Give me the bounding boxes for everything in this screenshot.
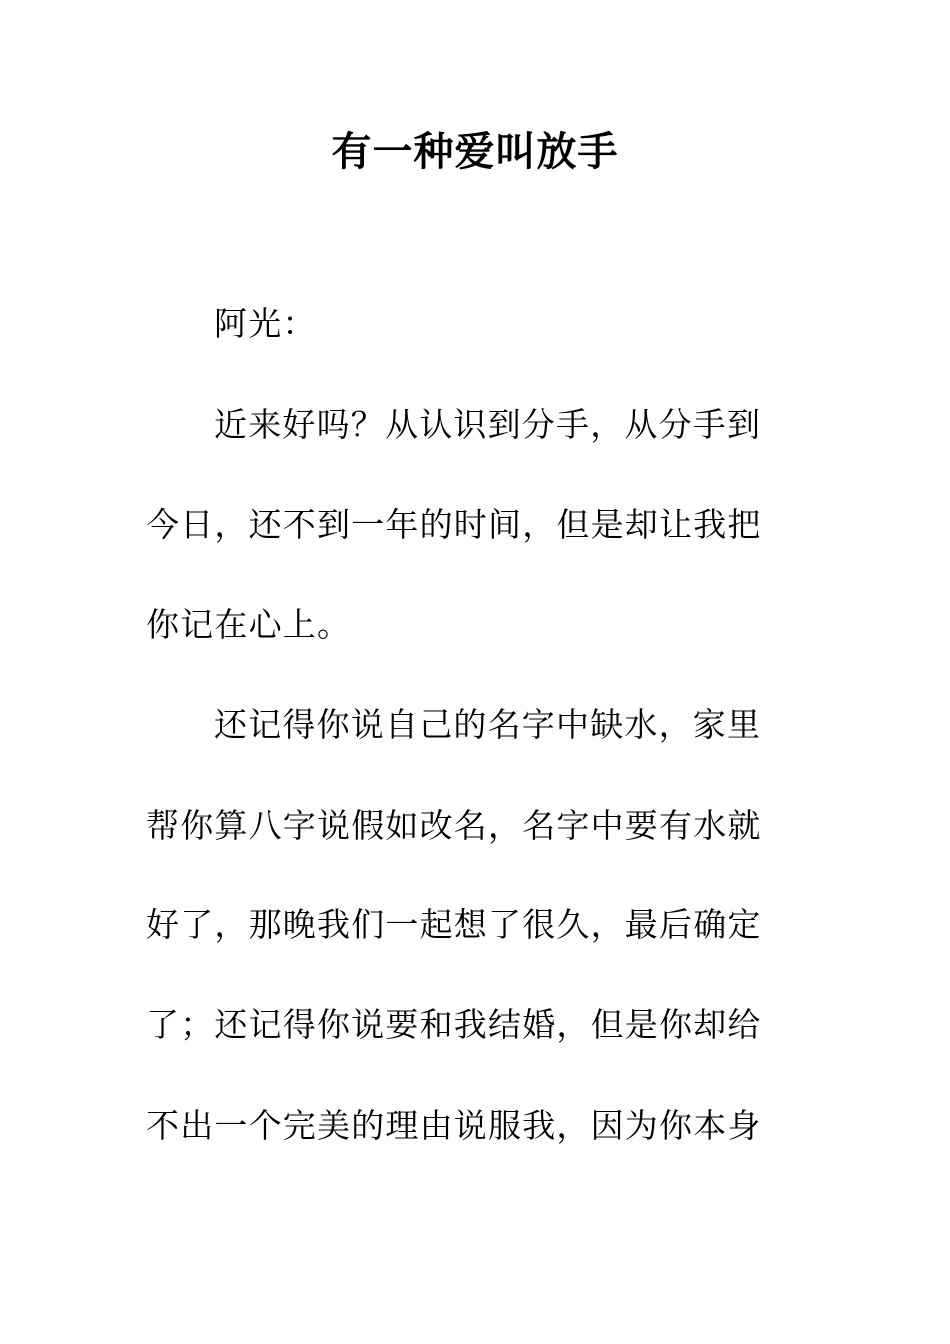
body-line: 你记在心上。 <box>146 605 352 644</box>
body-line: 近来好吗？从认识到分手，从分手到 <box>214 405 762 444</box>
body-line: 帮你算八字说假如改名，名字中要有水就 <box>146 806 762 845</box>
body-line: 好了，那晚我们一起想了很久，最后确定 <box>146 905 762 944</box>
salutation-line: 阿光： <box>214 304 317 343</box>
body-line: 不出一个完美的理由说服我，因为你本身 <box>146 1106 762 1145</box>
body-line: 还记得你说自己的名字中缺水，家里 <box>214 705 762 744</box>
body-line: 了；还记得你说要和我结婚，但是你却给 <box>146 1005 762 1044</box>
document-title: 有一种爱叫放手 <box>331 129 619 175</box>
body-line: 今日，还不到一年的时间，但是却让我把 <box>146 505 762 544</box>
